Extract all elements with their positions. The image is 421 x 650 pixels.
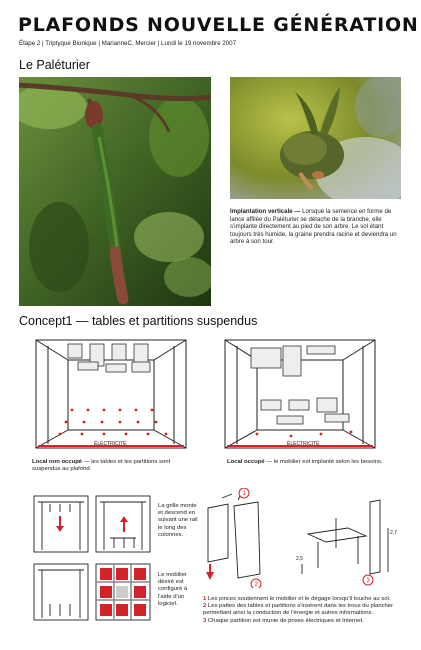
step-2 — [203, 603, 403, 617]
photo-seedling — [230, 77, 401, 199]
caption-local-occupe-bold: Local occupé — [227, 459, 265, 465]
step-1-text: Les pinces soutiennent le mobilier et le dégage lorsqu'il touche au sol. — [206, 596, 391, 602]
caption-implantation — [230, 208, 401, 246]
caption-local-non-occupe — [32, 459, 197, 473]
step-2-text: Les pattes des tables et partitions s'insèrent dans les trous du plancher permettant ainsi la conduction de l'énergie et autres informations. — [203, 603, 394, 617]
diagram-grid-movement — [32, 494, 154, 624]
caption-implantation-bold: Implantation verticale — — [230, 208, 301, 215]
step-2-num: 2 — [203, 603, 207, 610]
caption-local-occupe-text: — le mobilier est implanté selon les besoins. — [264, 459, 383, 465]
step-marker-1: 1 — [242, 491, 246, 497]
label-electricite-left: ÉLECTRICITÉ — [94, 441, 127, 447]
steps-list — [203, 596, 403, 625]
photo-seed-branch — [19, 77, 211, 306]
dim-label-2: 2,7 — [390, 530, 397, 536]
section-heading-concept: Concept1 — tables et partitions suspendus — [19, 314, 258, 328]
drawing-room-unoccupied — [32, 336, 190, 454]
label-electricite-right: ÉLECTRICITÉ — [287, 441, 320, 447]
note-furniture: Le mobilier désiré est configuré à l'aide d'un logiciel. — [158, 572, 188, 607]
step-1-num: 1 — [203, 596, 207, 602]
step-marker-3: 3 — [366, 578, 370, 584]
caption-implantation-text: Lorsque la semence en forme de lance affilée du Paléturier se détache de la branche, elle s'implante directement au pied de son arbre. Le sol étant toujours très humide, la graine prendra racine et deviendra un arbre à son tour. — [230, 208, 397, 246]
drawing-room-occupied — [221, 336, 379, 454]
section-heading-paleturier: Le Paléturier — [19, 58, 90, 72]
step-3 — [203, 618, 403, 625]
caption-local-occupe — [227, 459, 387, 466]
note-grid: La grille monte et descend en suivant une rail le long des colonnes. — [158, 503, 198, 538]
dim-label-1: 2,5 — [296, 556, 303, 562]
diagram-steps — [198, 488, 406, 588]
page-subtitle: Étape 2 | Triptyque Bionique | MarianneC. Mercier | Lundi le 19 novembre 2007 — [19, 40, 237, 47]
step-3-num: 3 — [203, 617, 207, 624]
caption-local-non-occupe-text: — les tables et les partitions sont suspendus au plafond. — [32, 459, 171, 473]
step-marker-2: 2 — [254, 582, 258, 588]
step-3-text: Chaque partition est munie de prises électriques et Internet. — [206, 617, 364, 624]
page-title: PLAFONDS NOUVELLE GÉNÉRATION — [18, 14, 419, 36]
caption-local-non-occupe-bold: Local non occupé — [32, 459, 83, 465]
step-1 — [203, 596, 403, 603]
